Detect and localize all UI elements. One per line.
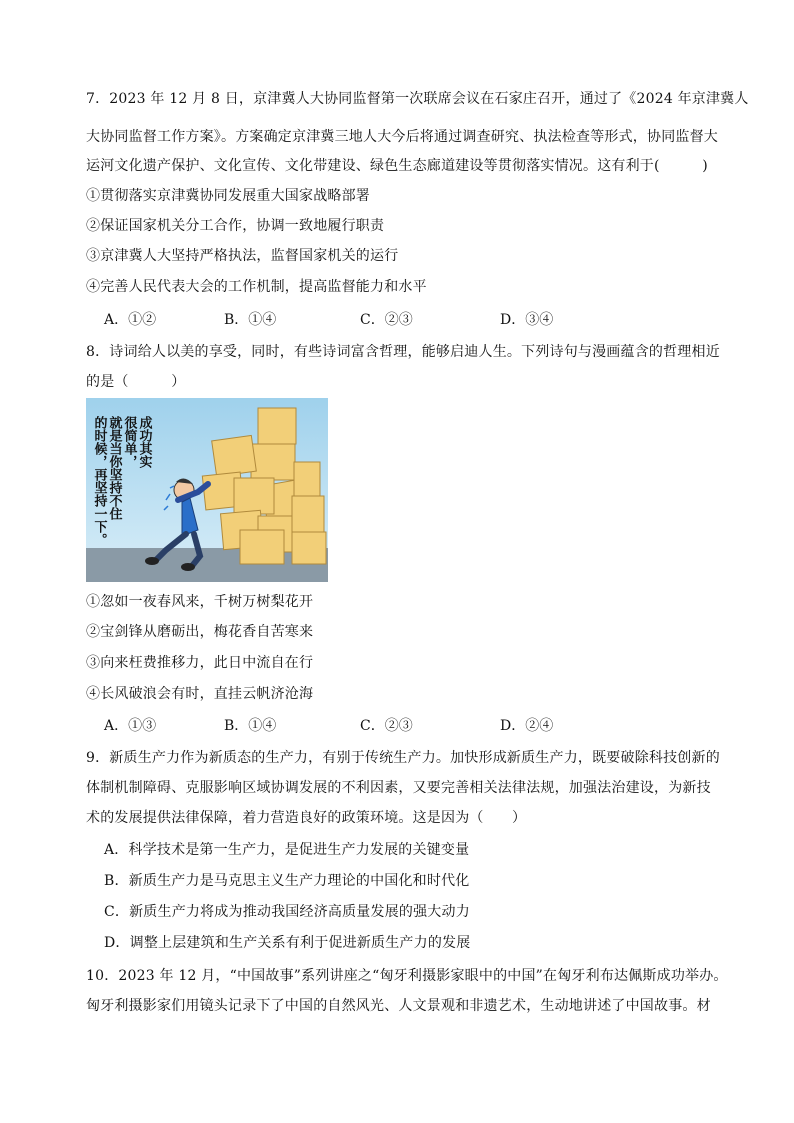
q9-option-c: C．新质生产力将成为推动我国经济高质量发展的强大动力	[104, 904, 470, 920]
q8-item-3: ③向来枉费推移力，此日中流自在行	[86, 655, 314, 671]
q8-option-d: D．②④	[500, 718, 554, 734]
q8-option-c: C．②③	[360, 718, 413, 734]
cartoon-text-2: 很简单，	[121, 416, 137, 468]
q8-item-4: ④长风破浪会有时，直挂云帆济沧海	[86, 686, 314, 702]
cartoon-image	[86, 398, 328, 582]
q10-line-1: 10．2023 年 12 月，“中国故事”系列讲座之“匈牙利摄影家眼中的中国”在匈牙利布达佩斯成功举办。	[86, 968, 728, 984]
q7-option-c: C．②③	[360, 312, 413, 328]
q9-option-d: D．调整上层建筑和生产关系有利于促进新质生产力的发展	[104, 935, 471, 951]
q7-option-b: B．①④	[224, 312, 277, 328]
q7-item-2: ②保证国家机关分工合作，协调一致地履行职责	[86, 218, 385, 234]
q7-option-d: D．③④	[500, 312, 554, 328]
cartoon-text-1: 成功其实	[136, 416, 152, 468]
q9-line-2: 体制机制障碍、克服影响区域协调发展的不利因素，又要完善相关法律法规，加强法治建设，为新技	[86, 780, 711, 796]
cartoon-text-3: 就是当你坚持不住	[106, 416, 122, 520]
cartoon-text-4: 的时候，再坚持一下。	[91, 416, 107, 546]
q9-line-1: 9．新质生产力作为新质态的生产力，有别于传统生产力。加快形成新质生产力，既要破除科技创新的	[86, 750, 720, 766]
q9-option-b: B．新质生产力是马克思主义生产力理论的中国化和时代化	[104, 873, 470, 889]
q7-option-a: A．①②	[104, 312, 157, 328]
q7-line-2: 大协同监督工作方案》。方案确定京津冀三地人大今后将通过调查研究、执法检查等形式，协同监督大	[86, 129, 718, 145]
q7-item-4: ④完善人民代表大会的工作机制，提高监督能力和水平	[86, 279, 427, 295]
q8-item-1: ①忽如一夜春风来，千树万树梨花开	[86, 594, 314, 610]
q8-item-2: ②宝剑锋从磨砺出，梅花香自苦寒来	[86, 624, 314, 640]
q7-line-3: 运河文化遗产保护、文化宣传、文化带建设、绿色生态廊道建设等贯彻落实情况。这有利于( )	[86, 158, 708, 174]
q8-line-1: 8．诗词给人以美的享受，同时，有些诗词富含哲理，能够启迪人生。下列诗句与漫画蕴含的哲理相近	[86, 344, 720, 360]
q8-option-b: B．①④	[224, 718, 277, 734]
q10-line-2: 匈牙利摄影家们用镜头记录下了中国的自然风光、人文景观和非遗艺术，生动地讲述了中国故事。材	[86, 998, 711, 1014]
q8-line-2: 的是（ ）	[86, 374, 186, 390]
q7-item-3: ③京津冀人大坚持严格执法，监督国家机关的运行	[86, 248, 399, 264]
q9-line-3: 术的发展提供法律保障，着力营造良好的政策环境。这是因为（ ）	[86, 810, 527, 826]
q7-item-1: ①贯彻落实京津冀协同发展重大国家战略部署	[86, 188, 370, 204]
q7-line-1: 7．2023 年 12 月 8 日，京津冀人大协同监督第一次联席会议在石家庄召开，通过了《2024 年京津冀人	[86, 91, 749, 107]
q9-option-a: A．科学技术是第一生产力，是促进生产力发展的关键变量	[104, 842, 470, 858]
q8-option-a: A．①③	[104, 718, 157, 734]
